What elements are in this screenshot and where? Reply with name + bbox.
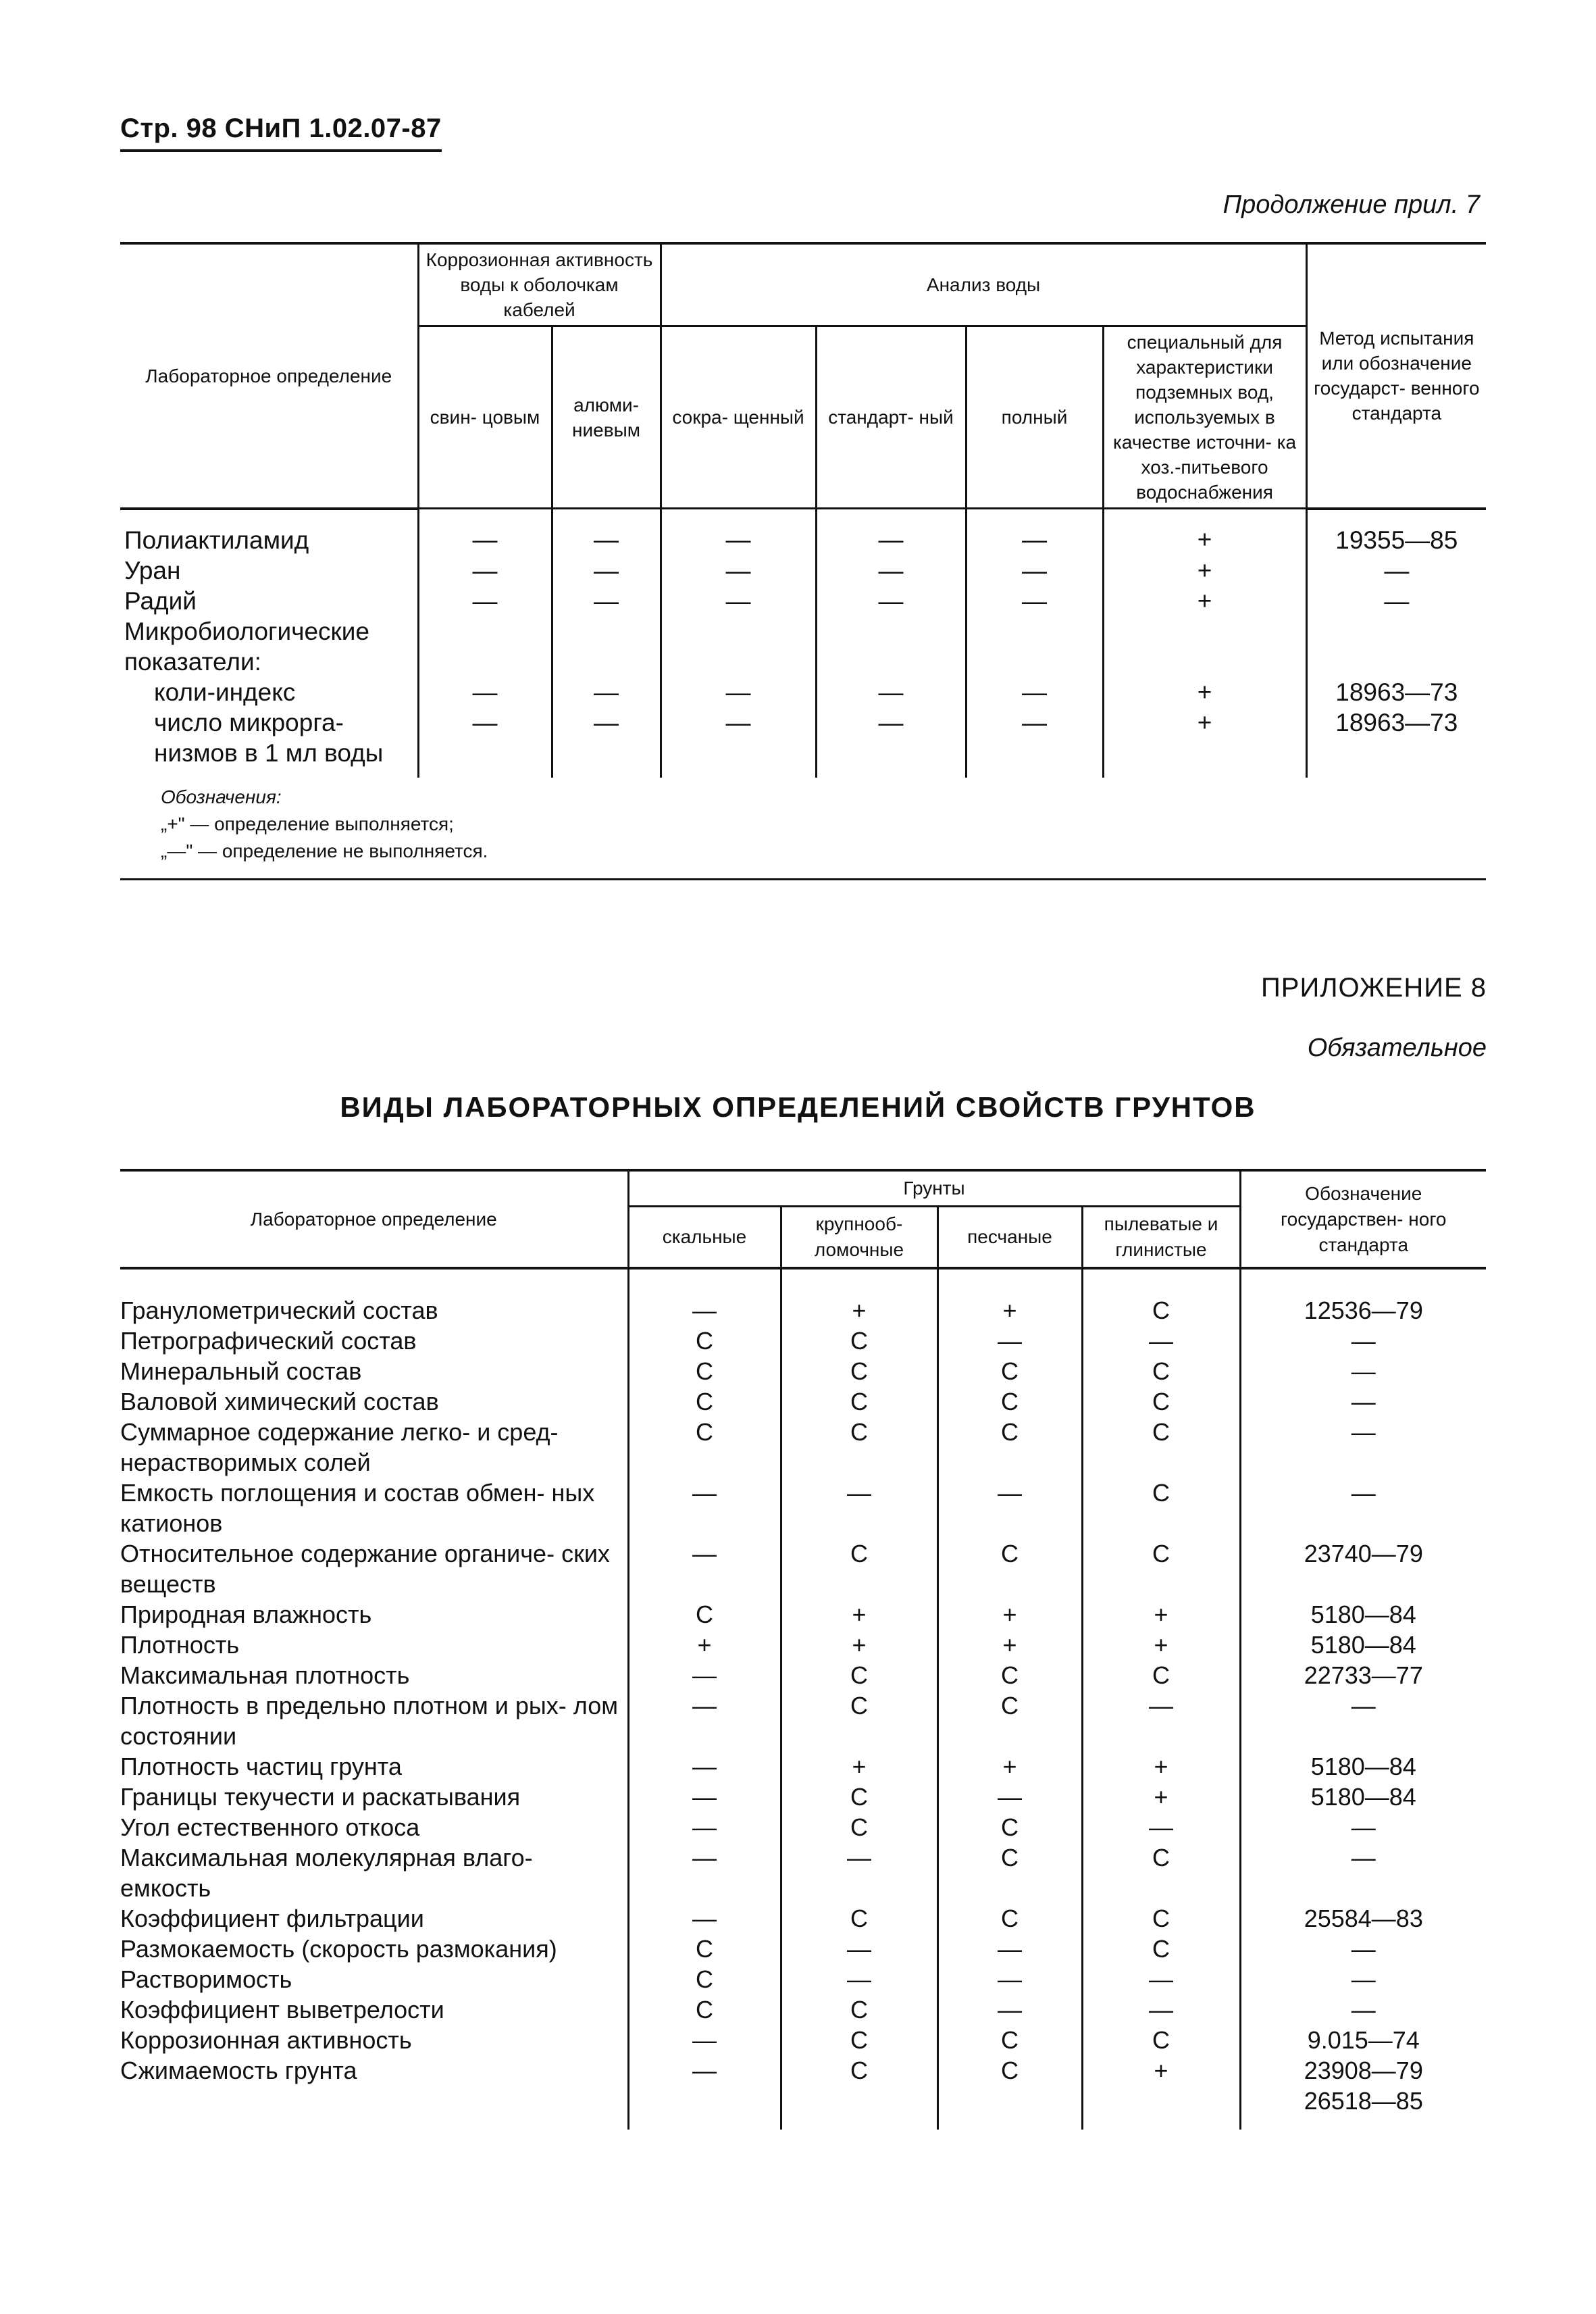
row-name: Микробиологические показатели: [120, 616, 418, 677]
cell-gost [1240, 1417, 1486, 1478]
cell-coarse: С [781, 1903, 937, 1934]
table-row [120, 616, 1486, 677]
cell-silty: — [1082, 1326, 1240, 1356]
col-silty: пылеватые и глинистые [1082, 1207, 1240, 1269]
row-name: Полиактиламид [120, 509, 418, 555]
cell-coarse: + [781, 1751, 937, 1782]
cell-coarse: — [781, 1478, 937, 1538]
cell-sandy: С [937, 1417, 1082, 1478]
cell-full: — [966, 677, 1103, 707]
cell-silty: + [1082, 1782, 1240, 1812]
table1-notes [161, 784, 488, 865]
cell-al [552, 616, 661, 677]
cell-coarse: С [781, 1660, 937, 1690]
gost-secondary: 26518—85 [1304, 2087, 1423, 2115]
cell-gost [1240, 1751, 1486, 1782]
cell-spec: + [1103, 586, 1306, 616]
row-name: Плотность в предельно плотном и рых- лом состоянии [120, 1690, 628, 1751]
cell-full: — [966, 509, 1103, 555]
cell-rocky: С [628, 1356, 781, 1386]
mandatory-label: Обязательное [1307, 1034, 1487, 1062]
cell-gost [1240, 1782, 1486, 1812]
cell-sandy: С [937, 1690, 1082, 1751]
cell-sandy: С [937, 1356, 1082, 1386]
cell-gost [1306, 616, 1486, 677]
cell-gost [1240, 1630, 1486, 1660]
cell-sandy: С [937, 1903, 1082, 1934]
cell-silty: С [1082, 1903, 1240, 1934]
row-name: Суммарное содержание легко- и сред- нерастворимых солей [120, 1417, 628, 1478]
gost-primary: 23740—79 [1304, 1540, 1423, 1567]
cell-gost [1240, 1599, 1486, 1630]
cell-std: — [816, 707, 966, 778]
row-name: Петрографический состав [120, 1326, 628, 1356]
row-name: Коррозионная активность [120, 2025, 628, 2055]
cell-gost: — [1306, 555, 1486, 586]
cell-coarse: + [781, 1630, 937, 1660]
col-full: полный [966, 326, 1103, 509]
row-name: Размокаемость (скорость размокания) [120, 1934, 628, 1964]
cell-sandy: + [937, 1630, 1082, 1660]
cell-coarse: С [781, 1994, 937, 2025]
cell-gost: 18963—73 [1306, 707, 1486, 778]
note-minus: „—" — определение не выполняется. [161, 840, 488, 861]
cell-al: — [552, 586, 661, 616]
cell-rocky: С [628, 1934, 781, 1964]
cell-rocky: — [628, 1842, 781, 1903]
cell-sandy: — [937, 1994, 1082, 2025]
table-row [120, 1478, 1486, 1538]
cell-gost [1240, 1326, 1486, 1356]
row-name: число микрорга- низмов в 1 мл воды [120, 707, 418, 778]
cell-red: — [661, 707, 816, 778]
row-name: Емкость поглощения и состав обмен- ных катионов [120, 1478, 628, 1538]
gost-primary: 5180—84 [1310, 1601, 1416, 1628]
cell-gost [1240, 1994, 1486, 2025]
cell-silty: — [1082, 1812, 1240, 1842]
row-name: коли-индекс [120, 677, 418, 707]
cell-sandy: — [937, 1326, 1082, 1356]
cell-coarse: С [781, 1386, 937, 1417]
row-name: Уран [120, 555, 418, 586]
table-row [120, 586, 1486, 616]
cell-lead: — [418, 509, 552, 555]
cell-lead [418, 616, 552, 677]
gost-primary: 5180—84 [1310, 1783, 1416, 1811]
cell-coarse: + [781, 1268, 937, 1326]
cell-std [816, 616, 966, 677]
col-lab-def: Лабораторное определение [120, 243, 418, 509]
cell-sandy: + [937, 1751, 1082, 1782]
cell-full: — [966, 555, 1103, 586]
cell-silty: С [1082, 1934, 1240, 1964]
col-water-analysis: Анализ воды [661, 243, 1306, 326]
cell-silty: + [1082, 2055, 1240, 2130]
cell-coarse: — [781, 1934, 937, 1964]
cell-lead: — [418, 555, 552, 586]
gost-primary: 12536—79 [1304, 1297, 1423, 1324]
gost-primary: — [1351, 1965, 1376, 1993]
table-row [120, 1903, 1486, 1934]
table-row [120, 1690, 1486, 1751]
row-name: Сжимаемость грунта [120, 2055, 628, 2130]
cell-gost [1240, 1268, 1486, 1326]
table-row [120, 2025, 1486, 2055]
cell-rocky: — [628, 1478, 781, 1538]
cell-coarse: — [781, 1842, 937, 1903]
cell-lead: — [418, 677, 552, 707]
cell-gost: — [1306, 586, 1486, 616]
water-analysis-table [120, 242, 1486, 778]
cell-silty: + [1082, 1751, 1240, 1782]
cell-rocky: С [628, 1417, 781, 1478]
row-name: Угол естественного откоса [120, 1812, 628, 1842]
table-row [120, 1842, 1486, 1903]
cell-coarse: С [781, 1782, 937, 1812]
cell-red: — [661, 677, 816, 707]
cell-sandy: С [937, 2055, 1082, 2130]
cell-std: — [816, 509, 966, 555]
cell-al: — [552, 677, 661, 707]
cell-silty: + [1082, 1599, 1240, 1630]
cell-al: — [552, 555, 661, 586]
row-name: Валовой химический состав [120, 1386, 628, 1417]
soil-tests-table [120, 1169, 1486, 2130]
gost-primary: 5180—84 [1310, 1631, 1416, 1659]
table-row [120, 1934, 1486, 1964]
col-method: Метод испытания или обозначение государст- венного стандарта [1306, 243, 1486, 509]
table-row [120, 1964, 1486, 1994]
table-row [120, 2055, 1486, 2130]
col-soils: Грунты [628, 1170, 1240, 1207]
table-row [120, 1356, 1486, 1386]
table-row [120, 555, 1486, 586]
notes-title: Обозначения: [161, 786, 282, 807]
section-title: ВИДЫ ЛАБОРАТОРНЫХ ОПРЕДЕЛЕНИЙ СВОЙСТВ ГРУНТОВ [340, 1091, 1256, 1123]
cell-gost [1240, 1478, 1486, 1538]
gost-primary: — [1351, 1357, 1376, 1385]
table-row [120, 1630, 1486, 1660]
cell-gost [1240, 1386, 1486, 1417]
cell-rocky: С [628, 1994, 781, 2025]
row-name: Минеральный состав [120, 1356, 628, 1386]
cell-silty: С [1082, 1842, 1240, 1903]
cell-spec [1103, 616, 1306, 677]
row-name: Коэффициент выветрелости [120, 1994, 628, 2025]
row-name: Гранулометрический состав [120, 1268, 628, 1326]
cell-full: — [966, 707, 1103, 778]
cell-gost: 18963—73 [1306, 677, 1486, 707]
gost-primary: 9.015—74 [1307, 2026, 1420, 2054]
cell-sandy: С [937, 1812, 1082, 1842]
row-name: Максимальная молекулярная влаго- емкость [120, 1842, 628, 1903]
col-corrosion-group: Коррозионная активность воды к оболочкам кабелей [418, 243, 661, 326]
table-row [120, 1599, 1486, 1630]
table-row [120, 677, 1486, 707]
cell-sandy: С [937, 1538, 1082, 1599]
col-coarse: крупнооб- ломочные [781, 1207, 937, 1269]
table-row [120, 1751, 1486, 1782]
cell-rocky: — [628, 1538, 781, 1599]
cell-silty: + [1082, 1630, 1240, 1660]
cell-silty: С [1082, 1538, 1240, 1599]
cell-red: — [661, 509, 816, 555]
cell-std: — [816, 555, 966, 586]
cell-rocky: — [628, 1751, 781, 1782]
cell-gost [1240, 1934, 1486, 1964]
cell-gost [1240, 1690, 1486, 1751]
note-plus: „+" — определение выполняется; [161, 813, 454, 834]
row-name: Максимальная плотность [120, 1660, 628, 1690]
cell-coarse: С [781, 1538, 937, 1599]
table-row [120, 1268, 1486, 1326]
table-row [120, 1417, 1486, 1478]
cell-coarse: С [781, 1690, 937, 1751]
cell-sandy: С [937, 2025, 1082, 2055]
cell-spec: + [1103, 509, 1306, 555]
cell-rocky: С [628, 1964, 781, 1994]
cell-rocky: — [628, 1660, 781, 1690]
gost-primary: — [1351, 1935, 1376, 1963]
cell-coarse: — [781, 1964, 937, 1994]
cell-std: — [816, 586, 966, 616]
row-name: Растворимость [120, 1964, 628, 1994]
cell-rocky: — [628, 1903, 781, 1934]
cell-silty: — [1082, 1994, 1240, 2025]
continuation-label: Продолжение прил. 7 [1222, 191, 1480, 219]
cell-sandy: + [937, 1599, 1082, 1630]
cell-sandy: — [937, 1964, 1082, 1994]
cell-coarse: С [781, 2025, 937, 2055]
gost-primary: 22733—77 [1304, 1661, 1423, 1689]
cell-red [661, 616, 816, 677]
cell-sandy: С [937, 1660, 1082, 1690]
cell-silty: С [1082, 1660, 1240, 1690]
gost-primary: — [1351, 1692, 1376, 1719]
cell-red: — [661, 555, 816, 586]
cell-gost [1240, 2025, 1486, 2055]
cell-silty: С [1082, 1356, 1240, 1386]
cell-gost [1240, 1842, 1486, 1903]
cell-std: — [816, 677, 966, 707]
cell-gost [1240, 1660, 1486, 1690]
cell-coarse: С [781, 1812, 937, 1842]
cell-coarse: С [781, 1417, 937, 1478]
cell-spec: + [1103, 677, 1306, 707]
cell-gost [1240, 1538, 1486, 1599]
table-row [120, 1326, 1486, 1356]
cell-silty: С [1082, 1268, 1240, 1326]
gost-primary: — [1351, 1479, 1376, 1507]
col-rocky: скальные [628, 1207, 781, 1269]
cell-full: — [966, 586, 1103, 616]
cell-sandy: — [937, 1934, 1082, 1964]
row-name: Плотность [120, 1630, 628, 1660]
col-standard: стандарт- ный [816, 326, 966, 509]
cell-coarse: + [781, 1599, 937, 1630]
page-header: Стр. 98 СНиП 1.02.07-87 [120, 114, 442, 152]
table-row [120, 509, 1486, 555]
cell-lead: — [418, 586, 552, 616]
table-row [120, 1782, 1486, 1812]
cell-coarse: С [781, 1356, 937, 1386]
cell-coarse: С [781, 1326, 937, 1356]
cell-rocky: — [628, 2025, 781, 2055]
col-aluminum: алюми- ниевым [552, 326, 661, 509]
gost-primary: — [1351, 1844, 1376, 1871]
table-row [120, 1660, 1486, 1690]
cell-gost [1240, 1903, 1486, 1934]
cell-sandy: + [937, 1268, 1082, 1326]
cell-sandy: С [937, 1386, 1082, 1417]
cell-red: — [661, 586, 816, 616]
cell-gost: 19355—85 [1306, 509, 1486, 555]
cell-rocky: + [628, 1630, 781, 1660]
cell-silty: С [1082, 1478, 1240, 1538]
cell-al: — [552, 509, 661, 555]
gost-primary: 5180—84 [1310, 1753, 1416, 1780]
cell-rocky: — [628, 1268, 781, 1326]
cell-silty: С [1082, 2025, 1240, 2055]
table-row [120, 1812, 1486, 1842]
table-row [120, 1994, 1486, 2025]
gost-primary: — [1351, 1813, 1376, 1841]
row-name: Природная влажность [120, 1599, 628, 1630]
cell-coarse: С [781, 2055, 937, 2130]
appendix-label: ПРИЛОЖЕНИЕ 8 [1261, 973, 1487, 1003]
cell-sandy: — [937, 1782, 1082, 1812]
table-row [120, 1538, 1486, 1599]
table-row [120, 1386, 1486, 1417]
cell-lead: — [418, 707, 552, 778]
cell-gost [1240, 2055, 1486, 2130]
cell-silty: С [1082, 1417, 1240, 1478]
cell-rocky: — [628, 1812, 781, 1842]
col-lead: свин- цовым [418, 326, 552, 509]
gost-primary: 25584—83 [1304, 1905, 1423, 1932]
cell-silty: С [1082, 1386, 1240, 1417]
cell-rocky: С [628, 1386, 781, 1417]
gost-primary: 23908—79 [1304, 2057, 1423, 2084]
cell-rocky: С [628, 1326, 781, 1356]
row-name: Относительное содержание органиче- ских веществ [120, 1538, 628, 1599]
cell-gost [1240, 1964, 1486, 1994]
gost-primary: — [1351, 1327, 1376, 1355]
col-gost: Обозначение государствен- ного стандарта [1240, 1170, 1486, 1268]
cell-rocky: — [628, 1782, 781, 1812]
cell-rocky: С [628, 1599, 781, 1630]
cell-sandy: С [937, 1842, 1082, 1903]
col-lab-def: Лабораторное определение [120, 1170, 628, 1268]
cell-spec: + [1103, 555, 1306, 586]
row-name: Границы текучести и раскатывания [120, 1782, 628, 1812]
col-reduced: сокра- щенный [661, 326, 816, 509]
row-name: Плотность частиц грунта [120, 1751, 628, 1782]
cell-sandy: — [937, 1478, 1082, 1538]
gost-primary: — [1351, 1388, 1376, 1415]
cell-spec: + [1103, 707, 1306, 778]
cell-rocky: — [628, 2055, 781, 2130]
cell-gost [1240, 1356, 1486, 1386]
col-special: специальный для характеристики подземных вод, используемых в качестве источни- ка хоз.-питьевого водоснабжения [1103, 326, 1306, 509]
row-name: Коэффициент фильтрации [120, 1903, 628, 1934]
cell-silty: — [1082, 1690, 1240, 1751]
row-name: Радий [120, 586, 418, 616]
cell-full [966, 616, 1103, 677]
gost-primary: — [1351, 1996, 1376, 2023]
section-divider [120, 878, 1486, 880]
cell-al: — [552, 707, 661, 778]
cell-rocky: — [628, 1690, 781, 1751]
cell-silty: — [1082, 1964, 1240, 1994]
col-sandy: песчаные [937, 1207, 1082, 1269]
gost-primary: — [1351, 1418, 1376, 1446]
table-row [120, 707, 1486, 778]
cell-gost [1240, 1812, 1486, 1842]
